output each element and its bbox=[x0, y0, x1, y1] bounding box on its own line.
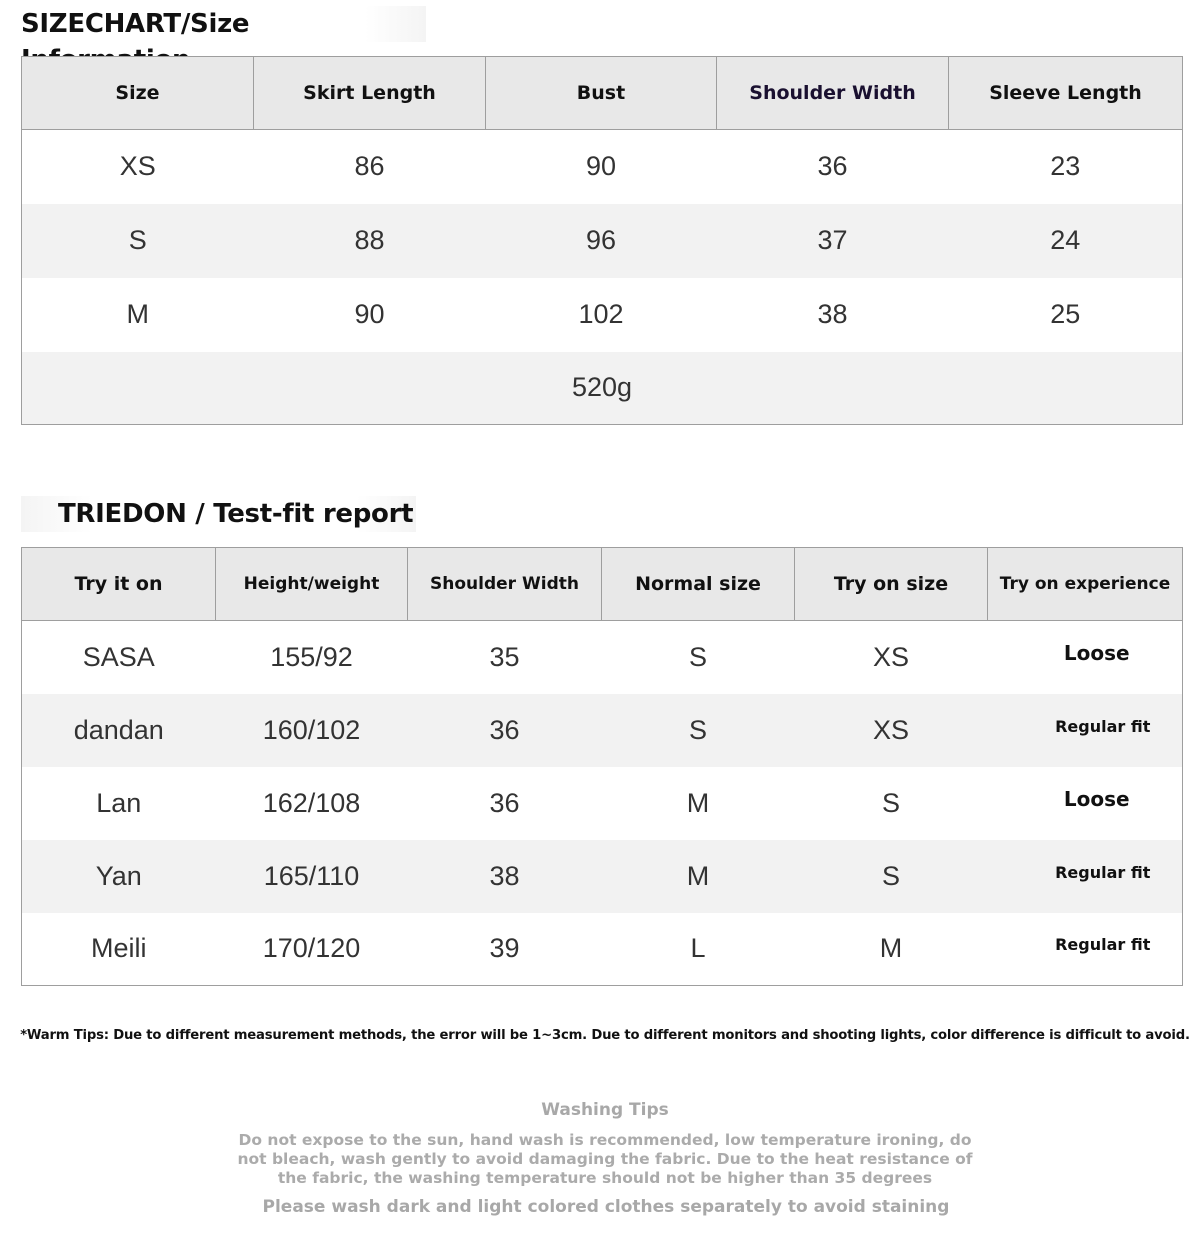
table-row bbox=[22, 278, 1183, 352]
skirt-length-cell: 86 bbox=[354, 151, 385, 182]
normal-size-cell: S bbox=[688, 641, 707, 672]
try-on-size-cell: M bbox=[879, 933, 903, 964]
shoulder-width-cell: 37 bbox=[817, 225, 848, 255]
column-header-try-on-experience: Try on experience bbox=[988, 548, 1183, 621]
tester-name-cell: Meili bbox=[90, 933, 147, 964]
column-header-height-weight: Height/weight bbox=[216, 548, 408, 621]
column-header-size: Size bbox=[22, 57, 254, 130]
fit-report-table bbox=[21, 547, 1183, 986]
try-on-experience-cell bbox=[988, 840, 1183, 913]
size-chart-table bbox=[21, 56, 1183, 425]
try-on-size-cell: S bbox=[881, 860, 900, 891]
skirt-length-cell: 90 bbox=[354, 299, 385, 329]
column-header-shoulder-width: Shoulder Width bbox=[717, 57, 949, 130]
height-weight-cell: 162/108 bbox=[262, 787, 361, 818]
table-row bbox=[22, 913, 1183, 986]
size-cell: M bbox=[126, 299, 149, 329]
column-header-skirt-length: Skirt Length bbox=[254, 57, 486, 130]
column-header-shoulder-width: Shoulder Width bbox=[408, 548, 602, 621]
size-chart-header-row bbox=[22, 57, 1183, 130]
tester-name-cell: Lan bbox=[96, 787, 142, 818]
try-on-experience-cell bbox=[988, 913, 1183, 986]
table-row bbox=[22, 767, 1183, 840]
tester-name-cell: dandan bbox=[73, 714, 164, 745]
shoulder-width-cell: 35 bbox=[489, 641, 520, 672]
size-cell: S bbox=[128, 225, 147, 255]
column-header-sleeve-length: Sleeve Length bbox=[949, 57, 1183, 130]
try-on-size-cell: S bbox=[881, 787, 900, 818]
sleeve-length-cell: 25 bbox=[1050, 299, 1081, 329]
warm-tip-text: *Warm Tips: Due to different measurement methods, the error will be 1~3cm. Due to different monitors and shooting lights, color difference is difficult to avoid. bbox=[20, 1028, 1190, 1043]
shoulder-width-cell: 36 bbox=[489, 787, 520, 818]
fit-report-header-row bbox=[22, 548, 1183, 621]
try-on-experience-cell bbox=[988, 694, 1183, 767]
tester-name-cell: SASA bbox=[82, 641, 155, 672]
try-on-experience-cell bbox=[988, 767, 1183, 840]
bust-cell: 102 bbox=[578, 299, 624, 329]
normal-size-cell: M bbox=[686, 860, 710, 891]
column-header-bust: Bust bbox=[486, 57, 717, 130]
height-weight-cell: 160/102 bbox=[262, 714, 361, 745]
shoulder-width-cell: 36 bbox=[817, 151, 848, 182]
experience-label: Regular fit bbox=[1055, 862, 1151, 882]
try-on-size-cell: XS bbox=[872, 641, 910, 672]
bust-cell: 96 bbox=[585, 225, 617, 255]
bust-cell: 90 bbox=[585, 151, 617, 182]
shoulder-width-cell: 36 bbox=[489, 714, 520, 745]
sleeve-length-cell: 23 bbox=[1050, 151, 1081, 182]
experience-label: Loose bbox=[1063, 787, 1130, 811]
experience-label: Regular fit bbox=[1055, 935, 1151, 955]
fit-report-title: TRIEDON / Test-fit report bbox=[21, 496, 416, 532]
shoulder-width-cell: 38 bbox=[489, 860, 520, 891]
table-row bbox=[22, 840, 1183, 913]
height-weight-cell: 155/92 bbox=[270, 641, 353, 672]
table-row bbox=[22, 130, 1183, 204]
try-on-size-cell: XS bbox=[872, 714, 910, 745]
normal-size-cell: M bbox=[686, 787, 710, 818]
sleeve-length-cell: 24 bbox=[1050, 225, 1081, 255]
weight-row bbox=[22, 352, 1183, 425]
table-row bbox=[22, 204, 1183, 278]
shoulder-width-cell: 39 bbox=[489, 933, 520, 964]
washing-tips-body: Do not expose to the sun, hand wash is recommended, low temperature ironing, do not bleach, wash gently to avoid damaging the fabric. Due to the heat resistance of the fabric, the washing temperature should not be higher than 35 degrees bbox=[237, 1131, 973, 1187]
column-header-normal-size: Normal size bbox=[602, 548, 795, 621]
washing-separation-note: Please wash dark and light colored clothes separately to avoid staining bbox=[262, 1197, 950, 1217]
table-row bbox=[22, 621, 1183, 694]
tester-name-cell: Yan bbox=[95, 860, 142, 891]
height-weight-cell: 170/120 bbox=[262, 933, 361, 964]
washing-tips-title: Washing Tips bbox=[541, 1100, 669, 1120]
table-row bbox=[22, 694, 1183, 767]
shoulder-width-cell: 38 bbox=[817, 299, 848, 329]
height-weight-cell: 165/110 bbox=[263, 860, 360, 891]
size-cell: XS bbox=[119, 151, 156, 182]
size-chart-title: SIZECHART/Size bbox=[21, 6, 426, 42]
normal-size-cell: L bbox=[690, 933, 706, 964]
try-on-experience-cell bbox=[988, 621, 1183, 694]
column-header-try-on-size: Try on size bbox=[795, 548, 988, 621]
experience-label: Loose bbox=[1063, 641, 1130, 666]
garment-weight: 520g bbox=[571, 372, 633, 403]
normal-size-cell: S bbox=[688, 714, 707, 745]
skirt-length-cell: 88 bbox=[354, 225, 385, 255]
experience-label: Regular fit bbox=[1055, 716, 1151, 736]
column-header-try-it-on: Try it on bbox=[22, 548, 216, 621]
